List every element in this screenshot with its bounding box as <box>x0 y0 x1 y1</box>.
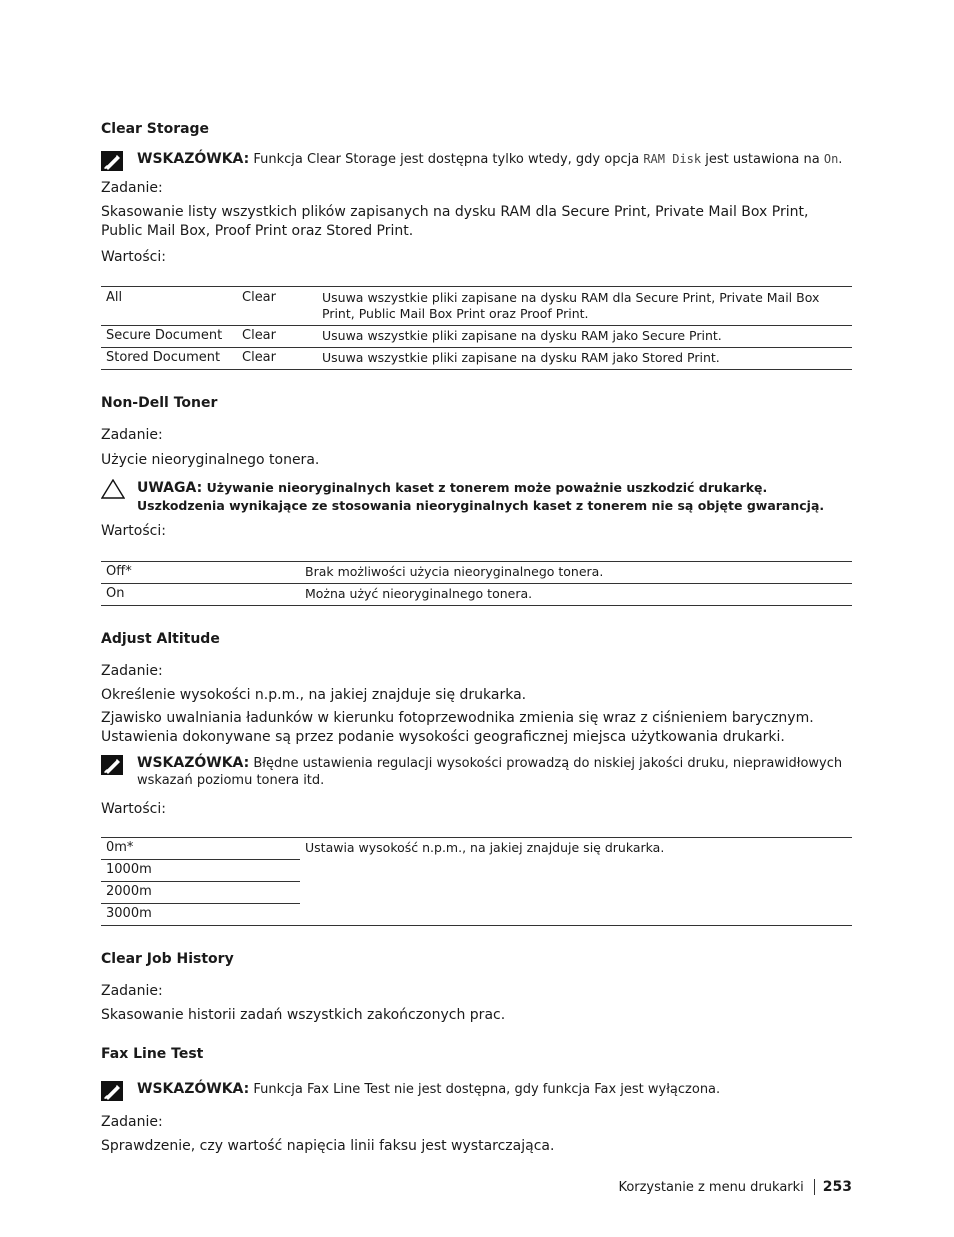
section-title-clear-job-history: Clear Job History <box>101 951 234 967</box>
note-code-ram-disk: RAM Disk <box>643 152 702 166</box>
table-cell: Off* <box>101 562 300 584</box>
note-pencil-icon <box>101 151 123 171</box>
values-label: Wartości: <box>101 523 166 539</box>
warning-text: Używanie nieoryginalnych kaset z tonerem może poważnie uszkodzić drukarkę. Uszkodzenia wynikające ze stosowania nieoryginalnych kaset z tonerem nie są objęte gwarancją. <box>137 480 825 513</box>
table-cell: Stored Document <box>101 348 237 370</box>
table-cell: Usuwa wszystkie pliki zapisane na dysku RAM jako Secure Print. <box>317 326 852 348</box>
table-row <box>101 584 852 606</box>
values-label: Wartości: <box>101 249 166 265</box>
task-label: Zadanie: <box>101 1114 163 1130</box>
table-row <box>101 838 852 860</box>
table-cell: All <box>101 287 237 326</box>
table-row <box>101 326 852 348</box>
table-cell: Brak możliwości użycia nieoryginalnego tonera. <box>300 562 852 584</box>
table-row <box>101 287 852 326</box>
task-label: Zadanie: <box>101 983 163 999</box>
task-text: Sprawdzenie, czy wartość napięcia linii faksu jest wystarczająca. <box>101 1138 555 1154</box>
table-cell: Ustawia wysokość n.p.m., na jakiej znajduje się drukarka. <box>300 838 852 926</box>
task-label: Zadanie: <box>101 427 163 443</box>
note-text: Funkcja Fax Line Test nie jest dostępna, gdy funkcja Fax jest wyłączona. <box>253 1082 721 1097</box>
note-pencil-icon <box>101 755 123 775</box>
table-row <box>101 562 852 584</box>
table-cell: Usuwa wszystkie pliki zapisane na dysku RAM jako Stored Print. <box>317 348 852 370</box>
task-label: Zadanie: <box>101 180 163 196</box>
task-label: Zadanie: <box>101 663 163 679</box>
task-text: Określenie wysokości n.p.m., na jakiej znajduje się drukarka. <box>101 687 527 703</box>
values-table-clear-storage <box>101 286 852 370</box>
table-cell: Można użyć nieoryginalnego tonera. <box>300 584 852 606</box>
table-cell: 0m* <box>101 838 300 860</box>
task-text: Zjawisko uwalniania ładunków w kierunku fotoprzewodnika zmienia się wraz z ciśnieniem barycznym. Ustawienia dokonywane są przez podanie wysokości geograficznej miejsca użytkowania drukarki. <box>101 710 814 745</box>
note-text: Funkcja Clear Storage jest dostępna tylko wtedy, gdy opcja <box>253 152 640 167</box>
note-text: jest ustawiona na <box>705 152 820 167</box>
section-title-adjust-altitude: Adjust Altitude <box>101 631 220 647</box>
table-cell: Clear <box>237 287 317 326</box>
note-text: Błędne ustawienia regulacji wysokości prowadzą do niskiej jakości druku, nieprawidłowych wskazań poziomu tonera itd. <box>137 756 843 788</box>
task-text: Skasowanie listy wszystkich plików zapisanych na dysku RAM dla Secure Print, Private Mail Box Print, Public Mail Box, Proof Print oraz Stored Print. <box>101 204 809 239</box>
table-cell: Usuwa wszystkie pliki zapisane na dysku RAM dla Secure Print, Private Mail Box Print, Public Mail Box Print oraz Proof Print. <box>317 287 852 326</box>
task-text: Skasowanie historii zadań wszystkich zakończonych prac. <box>101 1007 506 1023</box>
warning-label: UWAGA: <box>137 480 203 496</box>
values-label: Wartości: <box>101 801 166 817</box>
note-code-on: On <box>823 152 839 166</box>
task-text: Użycie nieoryginalnego tonera. <box>101 452 320 468</box>
section-title-fax-line-test: Fax Line Test <box>101 1046 204 1062</box>
table-cell: Secure Document <box>101 326 237 348</box>
warning-triangle-icon <box>101 479 125 499</box>
page-footer <box>618 1179 852 1195</box>
table-row <box>101 348 852 370</box>
table-cell: Clear <box>237 326 317 348</box>
page-number: 253 <box>814 1179 852 1195</box>
note-pencil-icon <box>101 1081 123 1101</box>
section-title-clear-storage: Clear Storage <box>101 121 210 137</box>
table-cell: On <box>101 584 300 606</box>
footer-chapter: Korzystanie z menu drukarki <box>618 1180 804 1195</box>
table-cell: Clear <box>237 348 317 370</box>
values-table-adjust-altitude <box>101 837 852 926</box>
note-label: WSKAZÓWKA: <box>137 755 250 771</box>
table-cell: 3000m <box>101 904 300 926</box>
table-cell: 2000m <box>101 882 300 904</box>
values-table-non-dell-toner <box>101 561 852 606</box>
note-label: WSKAZÓWKA: <box>137 1081 250 1097</box>
table-cell: 1000m <box>101 860 300 882</box>
note-label: WSKAZÓWKA: <box>137 151 250 167</box>
section-title-non-dell-toner: Non-Dell Toner <box>101 395 218 411</box>
